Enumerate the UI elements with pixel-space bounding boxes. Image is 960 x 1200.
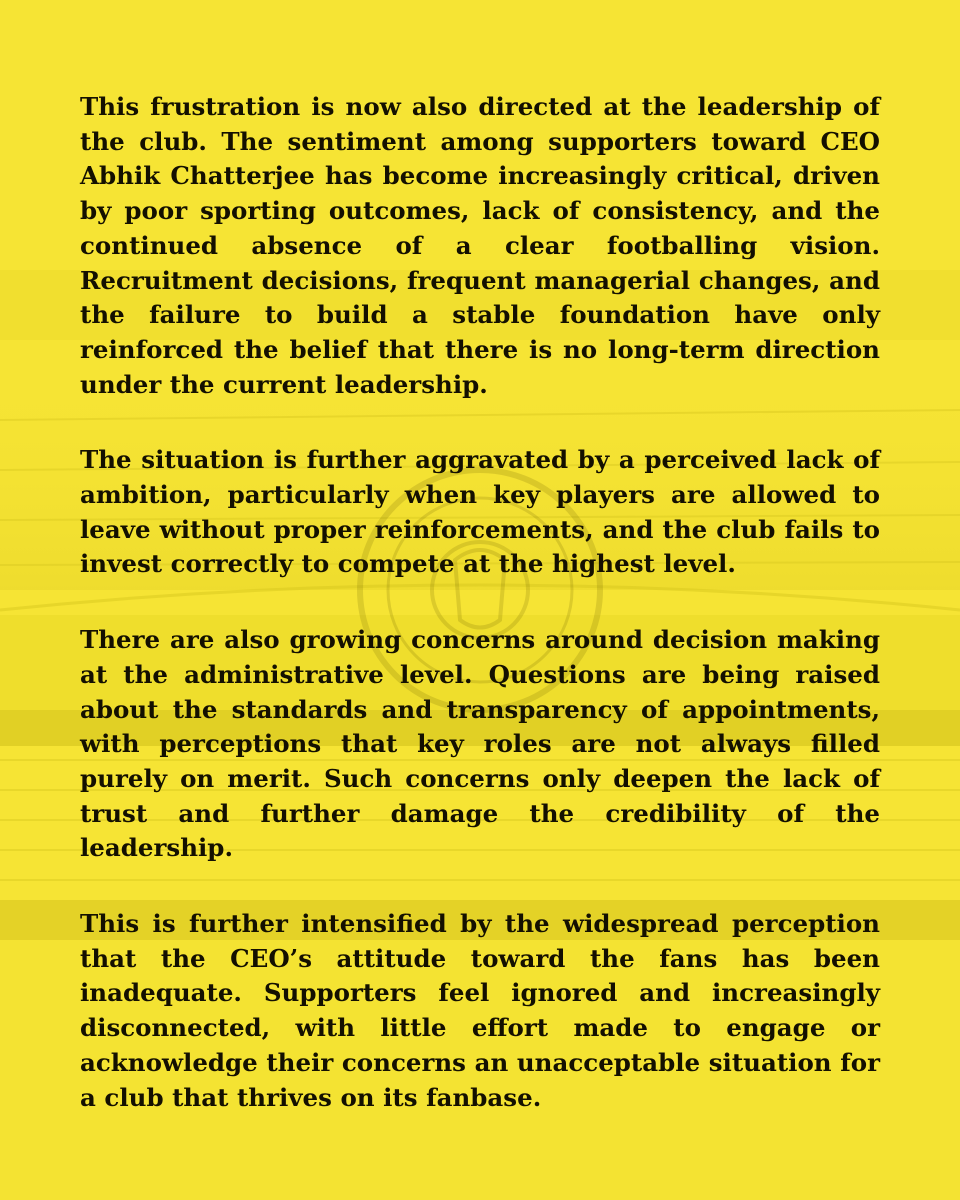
- paragraph-ceo-attitude: This is further intensified by the widespread perception that the CEO’s attitude toward the fans has been inadequate. Supporters feel ignored and increasingly disconnected, with little effort made to engage or acknowledge their concerns an unacceptable situation for a club that thrives on its fanbase.: [80, 909, 880, 1112]
- paragraph-lack-of-ambition: The situation is further aggravated by a perceived lack of ambition, particularly when key players are allowed to leave without proper reinforcements, and the club fails to invest correctly to compete at the highest level.: [80, 445, 880, 579]
- paragraph-administrative-concerns: There are also growing concerns around decision making at the administrative level. Questions are being raised about the standards and transparency of appointments, with perceptions that key roles are not always filled purely on merit. Such concerns only deepen the lack of trust and further damage the credibility of the leadership.: [80, 625, 880, 863]
- paragraph-leadership-frustration: This frustration is now also directed at the leadership of the club. The sentiment among supporters toward CEO Abhik Chatterjee has become increasingly critical, driven by poor sporting outcomes, lack of consistency, and the continued absence of a clear footballing vision. Recruitment decisions, frequent managerial changes, and the failure to build a stable foundation have only reinforced the belief that there is no long-term direction under the current leadership.: [80, 92, 880, 399]
- article-body: [80, 90, 880, 1156]
